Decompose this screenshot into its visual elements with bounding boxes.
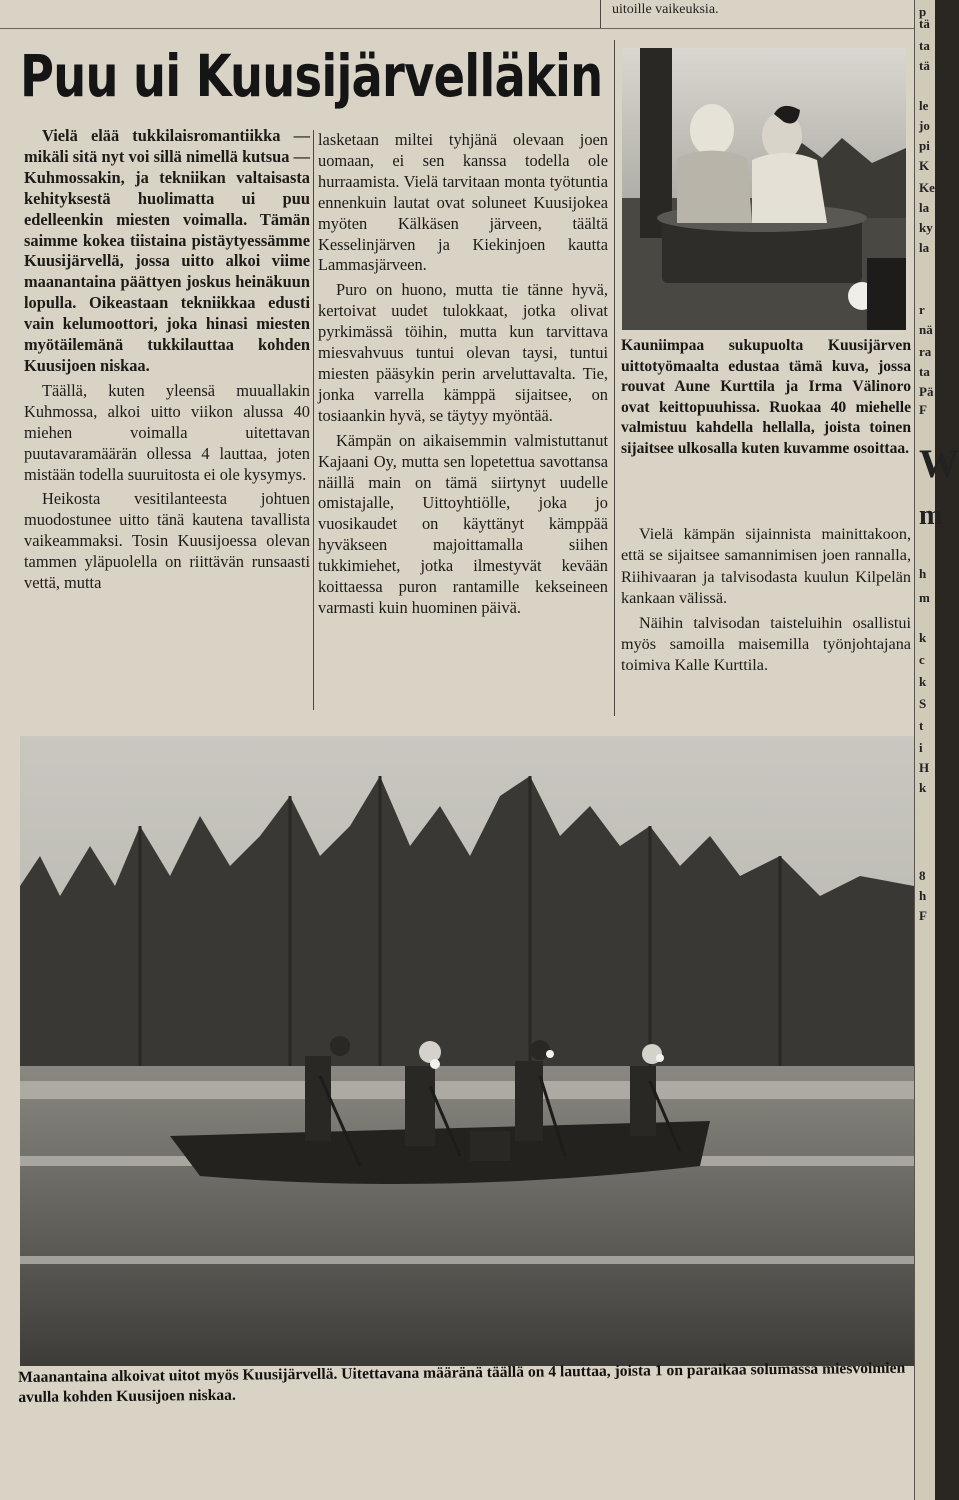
edge-fragment: r (919, 302, 925, 317)
edge-fragment: Ke (919, 180, 935, 195)
edge-fragment: ra (919, 344, 932, 359)
edge-fragment: Pä (919, 384, 934, 399)
edge-fragment: k (919, 674, 927, 689)
previous-article-strip (0, 0, 934, 29)
adjacent-column-edge (914, 0, 959, 1500)
article-paragraph: Vielä kämpän sijainnista mainittakoon, että se sijaitsee samannimisen joen rannalla, Riihivaaran ja talvisodasta kuulun Kilpelän kankaan välissä. (621, 525, 911, 608)
edge-fragment: S (919, 696, 927, 711)
column-rule (600, 0, 601, 28)
article-paragraph: Heikosta vesitilanteesta johtuen muodostunee uitto tänä kautena tavallista vaikeammaksi. Tosin Kuusijoessa olevan tammen yläpuolella on riittävän runsaasti vettä, mutta (24, 489, 310, 593)
edge-fragment: jo (919, 118, 930, 133)
edge-fragment: i (919, 740, 923, 755)
edge-fragment: K (919, 158, 930, 173)
edge-fragment: h (919, 888, 927, 903)
edge-fragment: p (919, 4, 927, 19)
edge-fragment: m (919, 500, 943, 531)
edge-fragment: la (919, 200, 930, 215)
headline: Puu ui Kuusijärvelläkin (20, 42, 603, 110)
edge-fragment: pi (919, 138, 930, 153)
edge-fragment: 8 (919, 868, 926, 883)
edge-fragment: ta (919, 364, 930, 379)
log-driving-photo (20, 736, 914, 1366)
article-paragraph: Näihin talvisodan taisteluihin osallistui myös samoilla maisemilla työnjohtajana toimiva Kalle Kurttila. (621, 613, 911, 675)
column-rule (614, 40, 615, 716)
edge-fragment: W (919, 441, 959, 486)
edge-fragment: m (919, 590, 930, 605)
edge-fragment: ky (919, 220, 933, 235)
lead-paragraph: Vielä elää tukkilaisromantiikka — mikäli sitä nyt voi sillä nimellä kutsua — Kuhmossakin, ja tekniikan valtaisasta kehityksestä huolimatta ui puu edelleenkin miesten voimalla. Tämän saimme kokea tiistaina pistäytyessämme Kuusijärvellä, jossa uitto alkoi viime maanantaina päättyen joskus heinäkuun lopulla. Oikeastaan tekniikkaa edusti vain kelumoottori, joka hinasi miesten myötäilemänä tukkilauttaa kohden Kuusijoen niskaa. (24, 126, 310, 375)
cooks-photo-caption: Kauniimpaa sukupuolta Kuusijärven uittotyömaalta edustaa tämä kuva, jossa rouvat Aune Kurttila ja Irma Välinoro ovat keittopuuhissa. Ruokaa 40 miehelle valmistuu kahdella hellalla, joista toinen sijaitsee ulkosalla kuten kuvamme osoittaa. (621, 337, 911, 457)
log-driving-photo-image (20, 736, 914, 1366)
article-paragraph: Kämpän on aikaisemmin valmistuttanut Kajaani Oy, mutta sen lopetettua savottansa näillä main on tämä siirtynyt uudelle omistajalle, Uittoyhtiölle, joka jo vuosikaudet on käyttänyt kämppää hyväkseen majoittamalla siihen tukkimiehet, jotka ilmestyvät kevään koittaessa puron rantamille kekseineen varmasti kuin huominen päivä. (318, 430, 608, 617)
cooks-photo (622, 48, 906, 330)
edge-fragment: tä (919, 58, 930, 73)
article-paragraph: Täällä, kuten yleensä muuallakin Kuhmossa, alkoi uitto viikon alussa 40 miehen voimalla uitettavan puutavaramäärän ollessa 4 lauttaa, joten mistään todella suuruitosta ei ole kysymys. (24, 380, 310, 484)
cooks-photo-image (622, 48, 906, 330)
edge-fragment: k (919, 780, 927, 795)
article-column-3 (621, 524, 911, 680)
edge-fragment: ta (919, 38, 930, 53)
article-column-1 (24, 126, 310, 598)
edge-fragment: H (919, 760, 930, 775)
edge-fragment: F (919, 908, 927, 923)
edge-fragment: la (919, 240, 930, 255)
previous-article-snippet: uitoille vaikeuksia. (612, 2, 719, 17)
edge-fragment: tä (919, 16, 930, 31)
edge-fragment: t (919, 718, 924, 733)
edge-fragment: nä (919, 322, 933, 337)
edge-fragment: F (919, 402, 927, 417)
edge-fragment: le (919, 98, 929, 113)
article-paragraph: lasketaan miltei tyhjänä olevaan joen uomaan, ei sen kanssa todella ole hurraamista. Vielä tarvitaan monta työtuntia ennenkuin lautat ovat soluneet Kuusijokea myöten Kälkäsen järveen, täältä Kesselinjärven ja Kiekinjoen kautta Lammasjärveen. (318, 130, 608, 275)
article-column-2 (318, 130, 608, 623)
log-driving-caption: Maanantaina alkoivat uitot myös Kuusijärvellä. Uitettavana määränä täällä on 4 lauttaa, joista 1 on paraikaa solumassa miesvoimien avulla kohden Kuusijoen niskaa. (18, 1359, 906, 1406)
column-rule (313, 130, 314, 710)
edge-fragment: h (919, 566, 927, 581)
edge-fragment: k (919, 630, 927, 645)
article-paragraph: Puro on huono, mutta tie tänne hyvä, kertoivat uudet tulokkaat, jotka olivat pyrkimässä töihin, mutta kun tarvittava miesvahvuus tuntui olevan taysi, tuntui miesten pääsykin perin arveluttavalta. Tie, jonka varrella kämppä sijaitsee, on tosiaankin hyvä, se täytyy myöntää. (318, 280, 608, 425)
edge-fragment: c (919, 652, 925, 667)
